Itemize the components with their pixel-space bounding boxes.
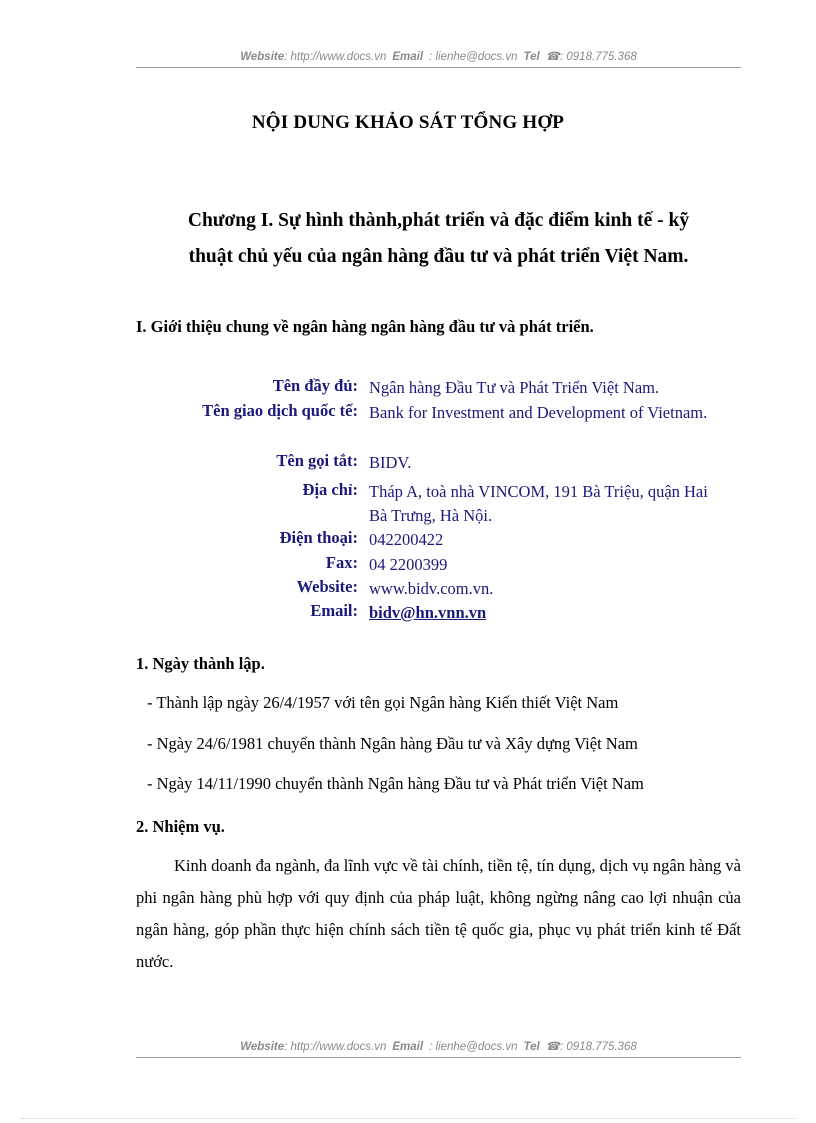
footer-website-label: Website [240, 1041, 285, 1053]
info-key: Email: [310, 601, 358, 620]
mission-paragraph: Kinh doanh đa ngành, đa lĩnh vực về tài chính, tiền tệ, tín dụng, dịch vụ ngân hàng và phi ngân hàng phù hợp với quy định của pháp luật, không ngừng nâng cao lợi nhuận của ngân hàng, góp phần thực hiện chính sách tiền tệ quốc gia, phục vụ phát triển kinh tế Đất nước. [136, 856, 741, 971]
header-tel-label: Tel [523, 51, 540, 63]
section-1-heading: I. Giới thiệu chung về ngân hàng ngân hàng đầu tư và phát triển. [136, 317, 594, 336]
info-value: 042200422 [369, 530, 444, 549]
info-value: Ngân hàng Đầu Tư và Phát Triển Việt Nam. [369, 378, 660, 397]
info-value: www.bidv.com.vn. [369, 579, 494, 598]
header-tel-value: : 0918.775.368 [560, 51, 637, 63]
founding-item: - Thành lập ngày 26/4/1957 với tên gọi Ngân hàng Kiến thiết Việt Nam [147, 693, 619, 712]
info-value: BIDV. [369, 453, 412, 472]
header-website-label: Website [240, 51, 285, 63]
info-value [369, 601, 709, 625]
info-key: Website: [296, 577, 358, 596]
email-link[interactable]: bidv@hn.vnn.vn [369, 603, 487, 622]
header-email-label: Email [392, 51, 424, 63]
info-value: 04 2200399 [369, 555, 448, 574]
info-key: Fax: [325, 553, 358, 572]
footer-email-label: Email [392, 1041, 424, 1053]
founding-heading: 1. Ngày thành lập. [136, 654, 265, 673]
page-header [136, 49, 741, 68]
info-value: Tháp A, toà nhà VINCOM, 191 Bà Triệu, quận Hai Bà Trưng, Hà Nội. [369, 482, 708, 525]
phone-icon: ☎ [545, 1041, 560, 1053]
mission-heading: 2. Nhiệm vụ. [136, 817, 225, 836]
info-value: Bank for Investment and Development of Vietnam. [369, 403, 708, 422]
footer-website-value: : http://www.docs.vn [284, 1041, 387, 1053]
page-footer [136, 1039, 741, 1058]
chapter-line-2: thuật chủ yếu của ngân hàng đầu tư và phát triển Việt Nam. [188, 246, 689, 267]
header-website-value: : http://www.docs.vn [284, 51, 387, 63]
footer-tel-value: : 0918.775.368 [560, 1041, 637, 1053]
info-key: Tên gọi tắt: [276, 451, 358, 470]
info-key: Tên giao dịch quốc tế: [202, 401, 358, 420]
header-email-value: : lienhe@docs.vn [429, 51, 518, 63]
founding-item: - Ngày 14/11/1990 chuyển thành Ngân hàng Đầu tư và Phát triển Việt Nam [147, 774, 644, 793]
phone-icon: ☎ [545, 51, 560, 63]
document-title: NỘI DUNG KHẢO SÁT TỔNG HỢP [251, 112, 565, 133]
footer-email-value: : lienhe@docs.vn [429, 1041, 518, 1053]
info-key: Tên đầy đủ: [272, 376, 358, 395]
info-key: Địa chỉ: [302, 480, 358, 499]
footer-tel-label: Tel [523, 1041, 540, 1053]
chapter-heading [136, 203, 741, 275]
page-edge-divider [20, 1118, 796, 1119]
founding-item: - Ngày 24/6/1981 chuyển thành Ngân hàng Đầu tư và Xây dựng Việt Nam [147, 734, 638, 753]
chapter-line-1: Chương I. Sự hình thành,phát triển và đặc điểm kinh tế - kỹ [187, 210, 690, 231]
info-key: Điện thoại: [279, 528, 358, 547]
